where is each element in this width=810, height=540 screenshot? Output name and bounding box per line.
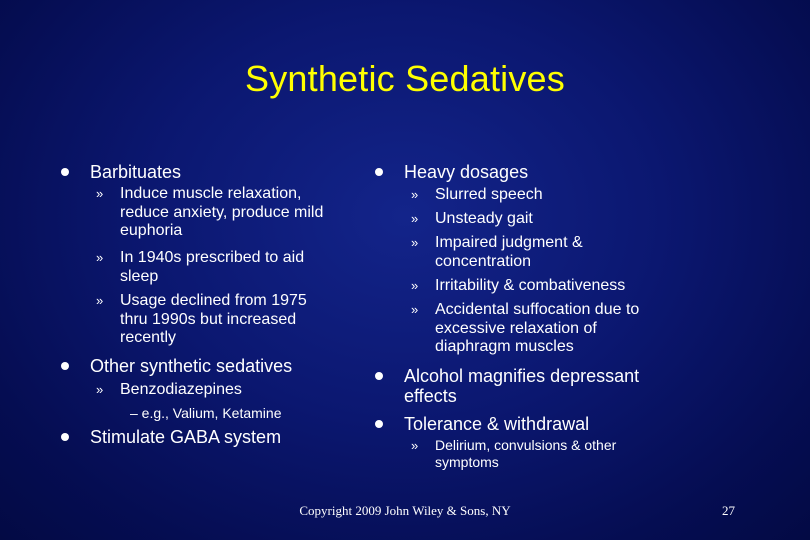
sub-bullet-text: In 1940s prescribed to aid sleep: [120, 249, 305, 285]
chevron-right-icon: »: [96, 250, 104, 265]
chevron-right-icon: »: [411, 235, 419, 250]
chevron-right-icon: »: [96, 293, 104, 308]
bullet-dot-icon: [375, 420, 383, 428]
bullet-label: Barbituates: [90, 162, 182, 182]
sub-bullet-text: Benzodiazepines: [120, 381, 242, 398]
bullet-dot-icon: [61, 433, 69, 441]
bullet-label: Heavy dosages: [404, 162, 529, 182]
chevron-right-icon: »: [96, 186, 104, 201]
sub-bullet-text: Impaired judgment & concentration: [435, 234, 583, 270]
bullet-dot-icon: [61, 362, 69, 370]
bullet-label-line2: effects: [404, 386, 457, 406]
bullet-dot-icon: [375, 372, 383, 380]
slide-title: Synthetic Sedatives: [245, 58, 565, 99]
bullet-label-line1: Alcohol magnifies depressant: [404, 366, 640, 386]
chevron-right-icon: »: [96, 382, 104, 397]
chevron-right-icon: »: [411, 302, 419, 317]
sub-bullet-text: Irritability & combativeness: [435, 277, 626, 294]
sub-bullet-text: Unsteady gait: [435, 210, 533, 227]
sub-bullet-text: Slurred speech: [435, 186, 543, 203]
bullet-label: Tolerance & withdrawal: [404, 414, 590, 434]
page-number: 27: [722, 503, 735, 518]
bullet-label: Stimulate GABA system: [90, 427, 282, 447]
sub-sub-bullet: – e.g., Valium, Ketamine: [130, 405, 282, 421]
sub-bullet-text: Induce muscle relaxation, reduce anxiety, produce mild euphoria: [120, 185, 324, 239]
bullet-dot-icon: [61, 168, 69, 176]
chevron-right-icon: »: [411, 438, 419, 453]
chevron-right-icon: »: [411, 211, 419, 226]
bullet-label: Other synthetic sedatives: [90, 356, 293, 376]
sub-bullet-text: Usage declined from 1975 thru 1990s but increased recently: [120, 292, 307, 346]
sub-bullet-text: Delirium, convulsions & other symptoms: [435, 437, 617, 470]
sub-bullet-text: Accidental suffocation due to excessive relaxation of diaphragm muscles: [435, 301, 640, 355]
chevron-right-icon: »: [411, 278, 419, 293]
chevron-right-icon: »: [411, 187, 419, 202]
footer-copyright: Copyright 2009 John Wiley & Sons, NY: [299, 503, 511, 518]
bullet-dot-icon: [375, 168, 383, 176]
